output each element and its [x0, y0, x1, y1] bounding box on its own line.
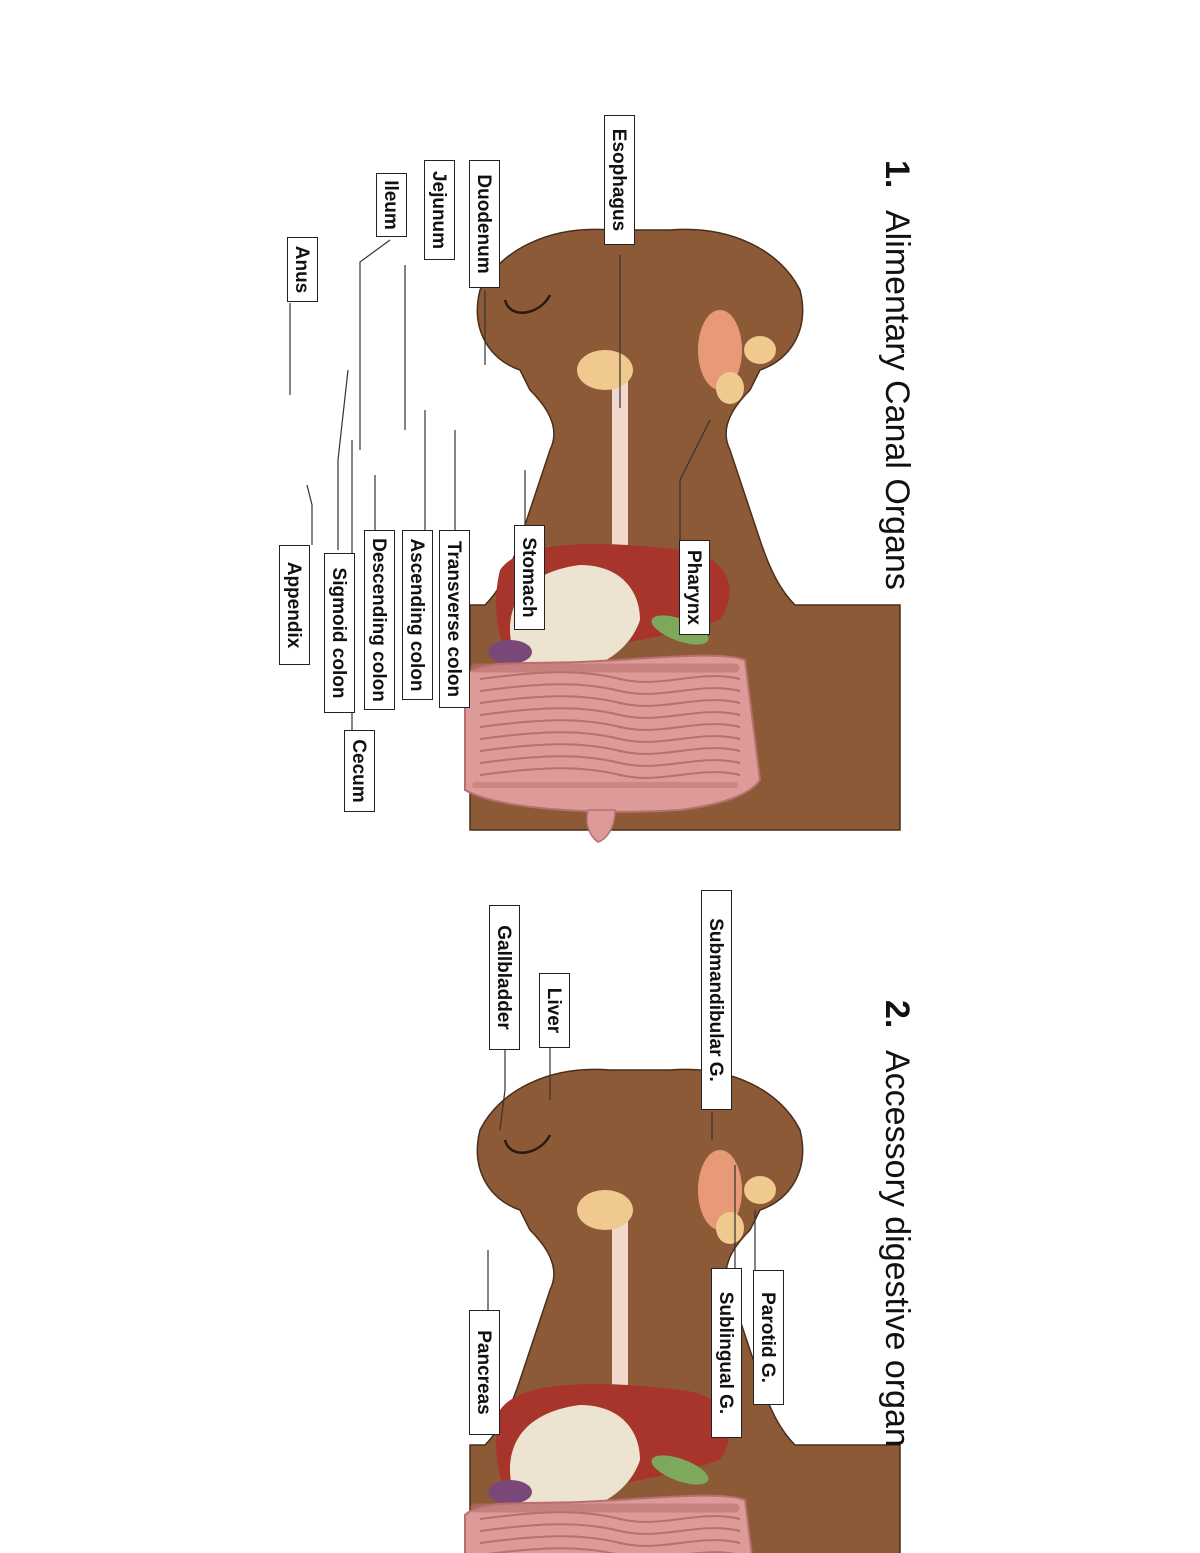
label-transverse-colon: Transverse colon [439, 530, 470, 708]
diagram2-title [877, 1000, 916, 1447]
leader-sigmoid-colon [338, 370, 348, 550]
label-duodenum: Duodenum [469, 160, 500, 288]
leader-pharynx [680, 420, 710, 540]
label-sigmoid-colon: Sigmoid colon [324, 553, 355, 713]
label-ascending-colon: Ascending colon [402, 530, 433, 700]
label-descending-colon: Descending colon [364, 530, 395, 710]
diagram1-title [877, 160, 916, 590]
label-parotid: Parotid G. [753, 1270, 784, 1405]
label-pharynx: Pharynx [679, 540, 710, 635]
label-gallbladder: Gallbladder [489, 905, 520, 1050]
label-jejunum: Jejunum [424, 160, 455, 260]
label-ileum: Ileum [376, 173, 407, 237]
label-esophagus: Esophagus [604, 115, 635, 245]
label-cecum: Cecum [344, 730, 375, 812]
label-submandibular: Submandibular G. [701, 890, 732, 1110]
diagram1-title-text: Alimentary Canal Organs [878, 210, 916, 590]
leader-gallbladder [500, 1050, 505, 1130]
label-pancreas: Pancreas [469, 1310, 500, 1435]
label-sublingual: Sublingual G. [711, 1268, 742, 1438]
label-stomach: Stomach [514, 525, 545, 630]
label-liver: Liver [539, 973, 570, 1048]
label-appendix: Appendix [279, 545, 310, 665]
leader-ileum [360, 240, 390, 450]
label-anus: Anus [287, 237, 318, 302]
diagram1-number: 1. [878, 160, 916, 189]
leader-appendix [307, 485, 312, 545]
diagram2-title-text: Accessory digestive organ [878, 1050, 916, 1447]
diagram2-number: 2. [878, 1000, 916, 1029]
